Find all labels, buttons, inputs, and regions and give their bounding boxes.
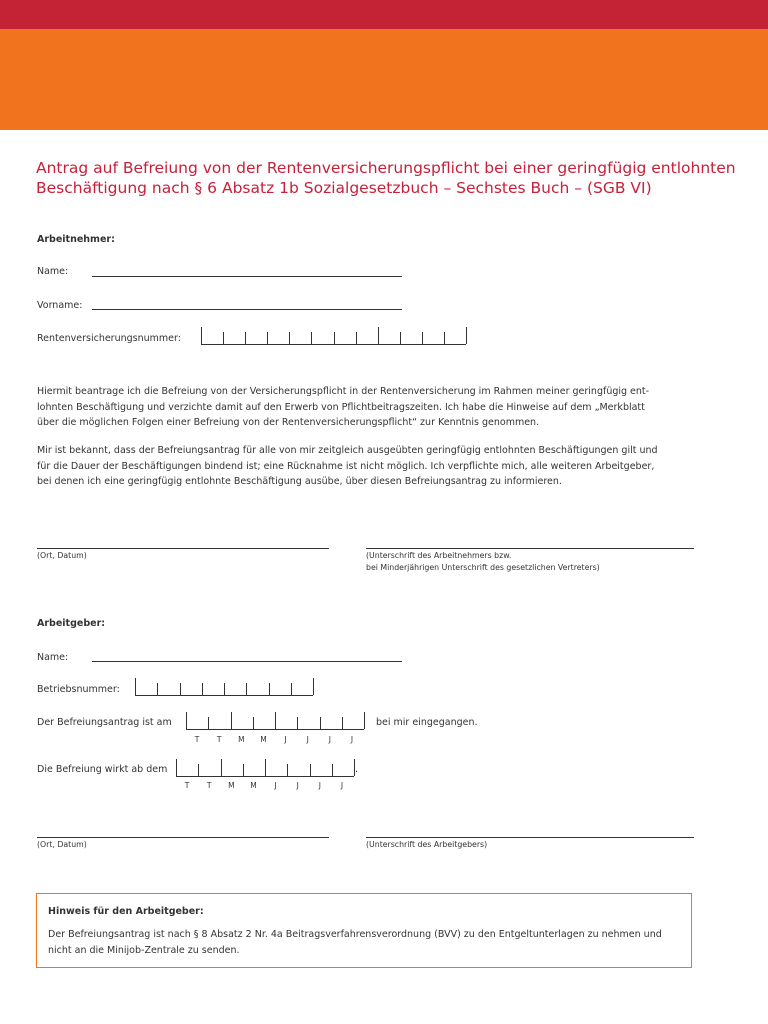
box-divider (224, 683, 225, 695)
date-format-letter: M (238, 735, 245, 744)
box-divider (223, 332, 224, 344)
box-divider (342, 717, 343, 729)
employee-signature-field[interactable] (366, 548, 694, 549)
date-format-letter: M (250, 781, 257, 790)
paragraph-2 (37, 443, 697, 490)
employee-name-field[interactable] (92, 276, 402, 277)
employee-signature-caption (366, 550, 600, 574)
box-divider (364, 712, 365, 729)
date-format-letter: J (350, 735, 354, 744)
box-divider (246, 683, 247, 695)
date-format-letter: J (328, 735, 331, 744)
box-divider (243, 764, 244, 776)
employer-signature-field[interactable] (366, 837, 694, 838)
box-divider (198, 764, 199, 776)
box-divider (356, 332, 357, 344)
form-title (36, 158, 736, 198)
box-divider (320, 717, 321, 729)
paragraph-2-line: Mir ist bekannt, dass der Befreiungsantrag für alle von mir zeitgleich ausgeübten geringfügig entlohnten Beschäftigungen gilt und (37, 445, 658, 456)
box-divider (378, 327, 379, 344)
box-divider (466, 327, 467, 344)
box-divider (291, 683, 292, 695)
employee-heading: Arbeitnehmer: (37, 234, 115, 245)
date-format-letter: T (216, 735, 222, 744)
box-divider (444, 332, 445, 344)
employee-rvnr-label: Rentenversicherungsnummer: (37, 333, 181, 344)
employee-rvnr-field[interactable] (201, 327, 466, 345)
employer-name-label: Name: (37, 652, 69, 663)
box-divider (289, 332, 290, 344)
employer-place-date-caption: (Ort, Datum) (37, 840, 87, 849)
box-divider (332, 764, 333, 776)
effective-date-suffix: . (355, 764, 359, 775)
paragraph-1-line: über die möglichen Folgen einer Befreiung von der Rentenversicherungspflicht“ zur Kenntnis genommen. (37, 417, 540, 428)
box-divider (180, 683, 181, 695)
box-divider (313, 678, 314, 695)
box-divider (275, 712, 276, 729)
date-format-letter: J (284, 735, 287, 744)
employer-heading: Arbeitgeber: (37, 618, 106, 629)
employee-place-date-field[interactable] (37, 548, 329, 549)
box-divider (311, 332, 312, 344)
header-red-band (0, 0, 768, 29)
header-orange-band (0, 29, 768, 130)
box-divider (157, 683, 158, 695)
employee-signature-caption-line2: bei Minderjährigen Unterschrift des gesetzlichen Vertreters) (366, 563, 600, 572)
received-date-format-caption (186, 735, 363, 745)
date-format-letter: T (194, 735, 200, 744)
notice-text (48, 927, 688, 959)
received-date-field[interactable] (186, 712, 364, 730)
title-line-1: Antrag auf Befreiung von der Rentenversicherungspflicht bei einer geringfügig entlohnten (36, 159, 736, 177)
date-format-letter: J (318, 781, 321, 790)
box-divider (265, 759, 266, 776)
notice-title: Hinweis für den Arbeitgeber: (48, 906, 204, 917)
date-format-letter: M (228, 781, 235, 790)
paragraph-1 (37, 384, 697, 431)
employer-notice-box (36, 893, 692, 968)
date-format-letter: J (274, 781, 277, 790)
employee-firstname-label: Vorname: (37, 300, 83, 311)
effective-date-format-caption (176, 781, 353, 791)
employer-betriebsnr-label: Betriebsnummer: (37, 684, 120, 695)
employer-signature-caption: (Unterschrift des Arbeitgebers) (366, 840, 488, 849)
received-date-suffix: bei mir eingegangen. (376, 717, 478, 728)
received-date-label: Der Befreiungsantrag ist am (37, 717, 172, 728)
date-format-letter: M (260, 735, 267, 744)
notice-line: Der Befreiungsantrag ist nach § 8 Absatz 2 Nr. 4a Beitragsverfahrensverordnung (BVV) zu den Entgeltunterlagen zu nehmen und (48, 929, 662, 940)
box-divider (297, 717, 298, 729)
box-divider (245, 332, 246, 344)
box-divider (267, 332, 268, 344)
box-divider (231, 712, 232, 729)
paragraph-1-line: Hiermit beantrage ich die Befreiung von der Versicherungspflicht in der Rentenversicherung im Rahmen meiner geringfügig ent- (37, 386, 650, 397)
employer-betriebsnr-field[interactable] (135, 678, 313, 696)
box-divider (334, 332, 335, 344)
date-format-letter: J (340, 781, 344, 790)
box-divider (253, 717, 254, 729)
paragraph-2-line: bei denen ich eine geringfügig entlohnte Beschäftigung ausübe, über diesen Befreiungsantrag zu informieren. (37, 476, 562, 487)
effective-date-label: Die Befreiung wirkt ab dem (37, 764, 168, 775)
box-divider (400, 332, 401, 344)
box-divider (310, 764, 311, 776)
box-divider (221, 759, 222, 776)
paragraph-1-line: lohnten Beschäftigung und verzichte damit auf den Erwerb von Pflichtbeitragszeiten. Ich habe die Hinweise auf dem „Merkblatt (37, 401, 645, 413)
date-format-letter: J (296, 781, 299, 790)
box-divider (208, 717, 209, 729)
box-divider (287, 764, 288, 776)
notice-line: nicht an die Minijob-Zentrale zu senden. (48, 945, 240, 956)
box-divider (269, 683, 270, 695)
effective-date-field[interactable] (176, 759, 354, 777)
date-format-letter: T (206, 781, 212, 790)
employer-name-field[interactable] (92, 661, 402, 662)
date-format-letter: T (184, 781, 190, 790)
title-line-2: Beschäftigung nach § 6 Absatz 1b Sozialgesetzbuch – Sechstes Buch – (SGB VI) (36, 179, 652, 197)
employee-name-label: Name: (37, 266, 69, 277)
employee-firstname-field[interactable] (92, 309, 402, 310)
paragraph-2-line: für die Dauer der Beschäftigungen bindend ist; eine Rücknahme ist nicht möglich. Ich verpflichte mich, alle weiteren Arbeitgeber, (37, 460, 655, 472)
employee-signature-caption-line1: (Unterschrift des Arbeitnehmers bzw. (366, 551, 512, 560)
employee-place-date-caption: (Ort, Datum) (37, 551, 87, 560)
box-divider (202, 683, 203, 695)
box-divider (422, 332, 423, 344)
employer-place-date-field[interactable] (37, 837, 329, 838)
date-format-letter: J (306, 735, 309, 744)
